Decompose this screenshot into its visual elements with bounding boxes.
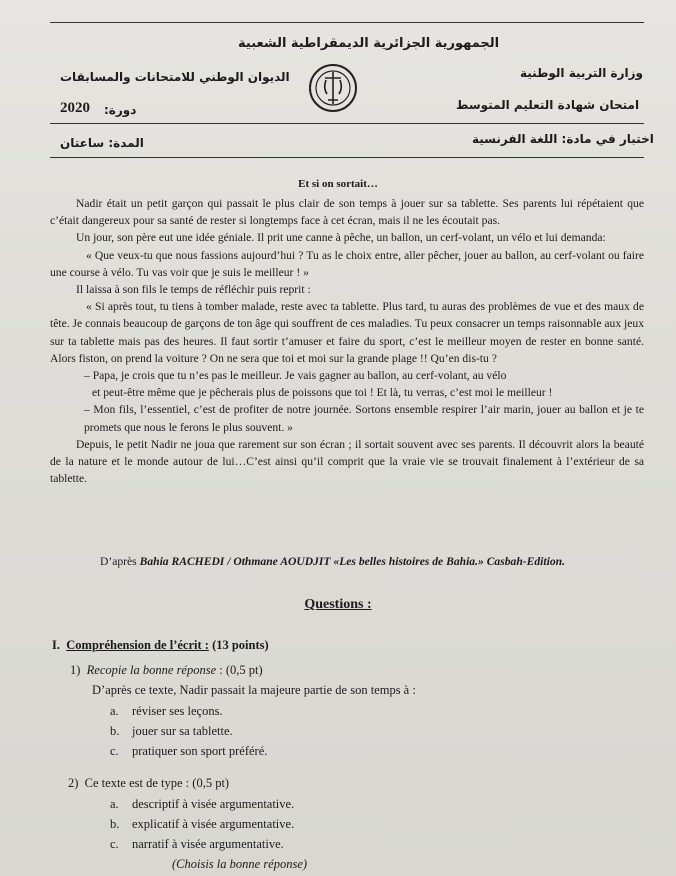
header-rule-1	[50, 123, 644, 124]
source-book: «Les belles histoires de Bahia.» Casbah-Edition.	[330, 555, 565, 568]
dialogue-line: et peut-être même que je pêcherais plus de poissons que toi ! Et là, tu verras, c’est moi le meilleur !	[92, 386, 553, 400]
header-rule-2	[50, 157, 644, 158]
option: a. réviser ses leçons.	[110, 704, 223, 718]
paragraph: « Que veux-tu que nous fassions aujourd’hui ? Tu as le choix entre, aller pêcher, jouer au ballon, au cerf-volant ou faire une course à vélo. Tu vas voir que je suis le meilleur ! »	[50, 248, 644, 279]
ministry-name: وزارة التربية الوطنية	[520, 66, 644, 80]
option: c. narratif à visée argumentative.	[110, 837, 284, 851]
option: b. jouer sur sa tablette.	[110, 724, 233, 738]
option: c. pratiquer son sport préféré.	[110, 744, 268, 758]
exam-name: امتحان شهادة التعليم المتوسط	[456, 98, 640, 112]
paragraph: « Si après tout, tu tiens à tomber malade, reste avec ta tablette. Plus tard, tu auras des problèmes de vue et des maux de tête. Je connais beaucoup de garçons de ton âge qui souffrent de ces maladies. Tu peux consacrer un temps raisonnable aux jeux sur ta tablette mais pas des heures. Il faut sortir t’amuser et faire du sport, c’est le meilleur moyen de rester en bonne santé. Alors fiston, on prend la voiture ? On ne sera que toi et moi sur la grande plage !! Qu’en dis-tu ?	[50, 300, 644, 365]
paragraph: Depuis, le petit Nadir ne joua que rarement sur son écran ; il sortait souvent avec ses parents. Il découvrit alors la beauté de la nature et le monde autour de lui…C’est ainsi qu’il comprit que la vraie vie se trouvait finalement à l’extérieur de sa tablette.	[50, 437, 644, 486]
dialogue-line: – Mon fils, l’essentiel, c’est de profiter de notre journée. Sortons ensemble respirer l’air marin, jouer au ballon et je te promets que nous le ferons le plus souvent. »	[84, 403, 644, 434]
duration: المدة: ساعتان	[60, 136, 144, 150]
text-source: D’après Bahia RACHEDI / Othmane AOUDJIT «Les belles histoires de Bahia.» Casbah-Edition.	[100, 555, 565, 568]
question-1-stem: D’après ce texte, Nadir passait la majeure partie de son temps à :	[92, 683, 416, 697]
paragraph: Nadir était un petit garçon qui passait le plus clair de son temps à jouer sur sa tablette. Ses parents lui répétaient que c’était dangereux pour sa santé de rester si longtemps face à cet écran, mais il ne les écoutait pas.	[50, 197, 644, 228]
question-2-hint: (Choisis la bonne réponse)	[172, 857, 308, 871]
question-1: 1) Recopie la bonne réponse : (0,5 pt)	[70, 663, 263, 677]
session-year: 2020	[60, 100, 90, 116]
paragraph: Il laissa à son fils le temps de réfléchir puis reprit :	[76, 283, 311, 297]
questions-heading: Questions :	[304, 597, 372, 612]
source-authors: Bahia RACHEDI / Othmane AOUDJIT	[139, 555, 331, 568]
dialogue-line: – Papa, je crois que tu n’es pas le meilleur. Je vais gagner au ballon, au cerf-volant, au vélo	[84, 369, 507, 383]
option: b. explicatif à visée argumentative.	[110, 817, 295, 831]
question-2: 2) Ce texte est de type : (0,5 pt)	[68, 776, 230, 790]
section-heading: I. Compréhension de l’écrit : (13 points)	[52, 638, 269, 652]
text-title: Et si on sortait…	[298, 178, 378, 190]
top-rule	[50, 22, 644, 23]
republic-title: الجمهورية الجزائرية الديمقراطية الشعبية	[238, 36, 500, 51]
subject: اختبار في مادة: اللغة الفرنسية	[472, 132, 654, 146]
session-label: دورة:	[104, 103, 137, 117]
paragraph: Un jour, son père eut une idée géniale. Il prit une canne à pêche, un ballon, un cerf-volant, un vélo et lui demanda:	[76, 231, 606, 245]
office-name: الديوان الوطني للامتحانات والمسابقات	[60, 70, 290, 84]
emblem-icon	[306, 62, 360, 114]
option: a. descriptif à visée argumentative.	[110, 797, 295, 811]
reading-text	[50, 195, 644, 487]
